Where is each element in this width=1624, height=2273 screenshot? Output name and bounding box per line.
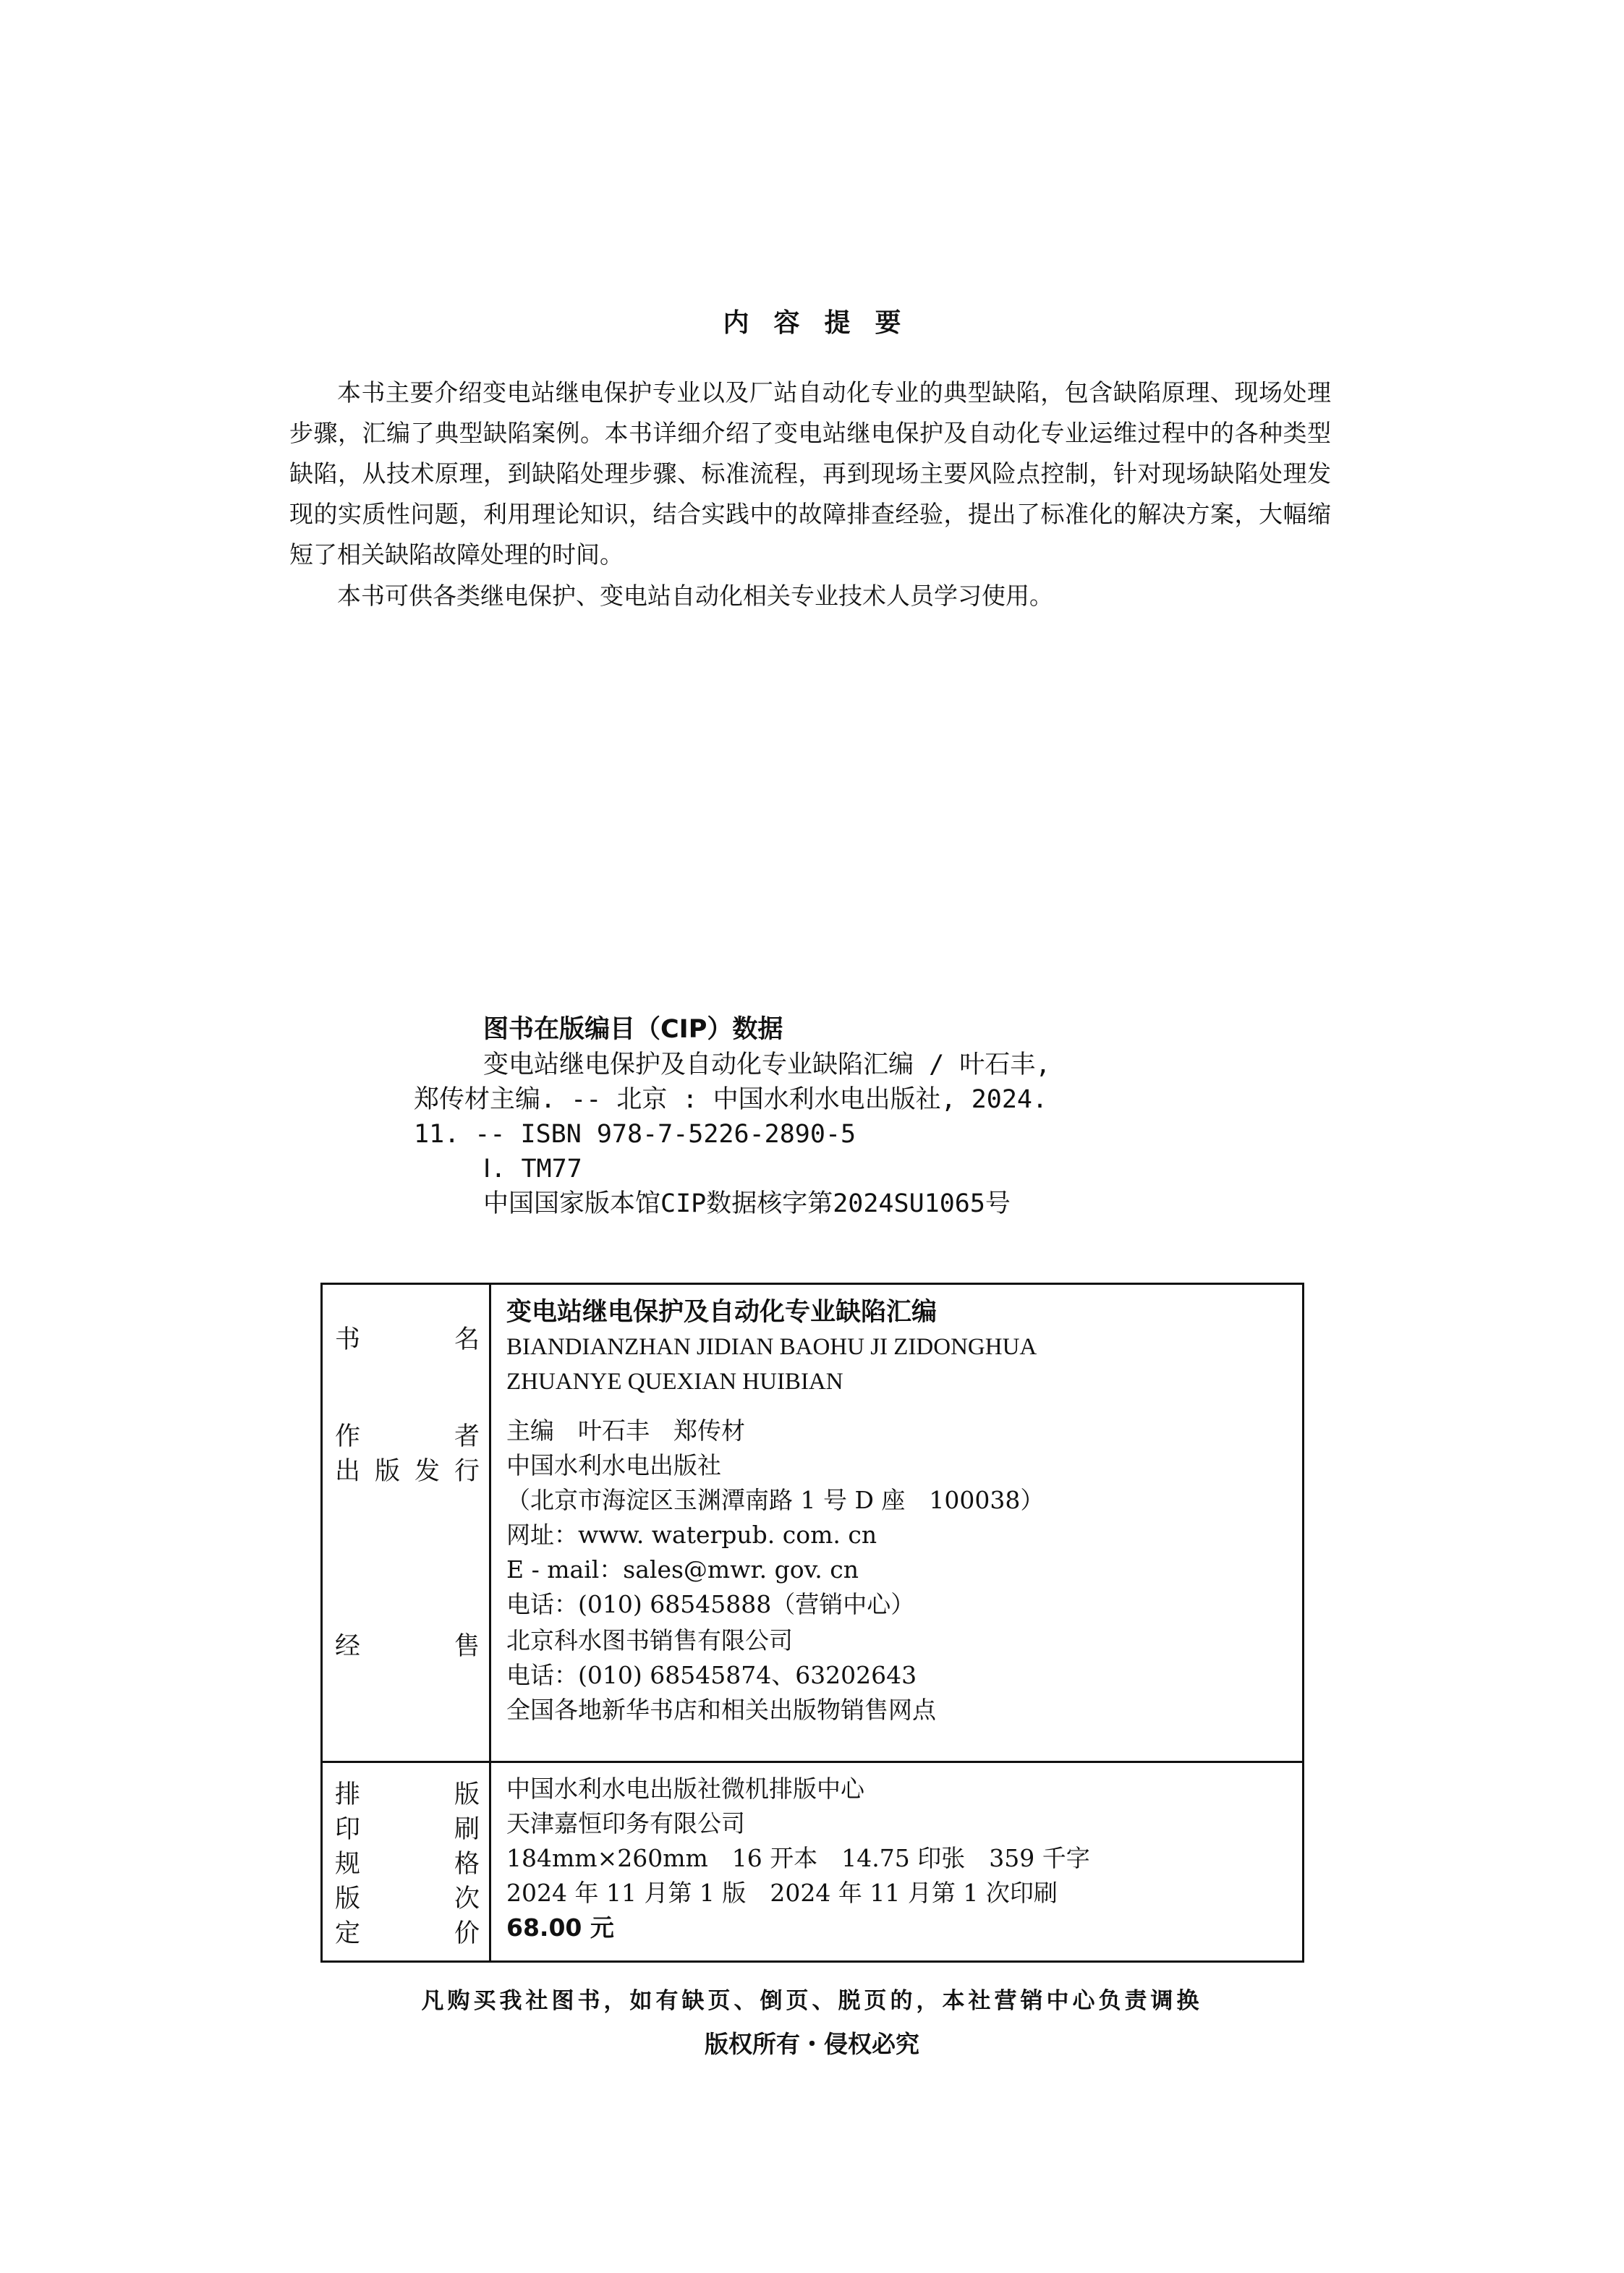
publisher-email: E - mail：sales@mwr. gov. cn (506, 1555, 859, 1584)
distributor-network: 全国各地新华书店和相关出版物销售网点 (506, 1696, 936, 1724)
publisher-address: （北京市海淀区玉渊潭南路 1 号 D 座 100038） (506, 1486, 1045, 1514)
summary-paragraph-2: 本书可供各类继电保护、变电站自动化相关专业技术人员学习使用。 (337, 582, 1053, 610)
summary-paragraph-1: 本书主要介绍变电站继电保护专业以及厂站自动化专业的典型缺陷，包含缺陷原理、现场处理步骤，汇编了典型缺陷案例。本书详细介绍了变电站继电保护及自动化专业运维过程中的各种类型缺陷，从技术原理，到缺陷处理步骤、标准流程，再到现场主要风险点控制，针对现场缺陷处理发现的实质性问题，利用理论知识，结合实践中的故障排查经验，提出了标准化的解决方案，大幅缩短了相关缺陷故障处理的时间。 (289, 378, 1331, 569)
label-typesetting: 排 版 (335, 1780, 480, 1809)
cip-line-5: 中国国家版本馆CIP数据核字第2024SU1065号 (483, 1189, 1011, 1218)
footer-copyright: 版权所有・侵权必究 (705, 2030, 919, 2058)
cip-line-1: 变电站继电保护及自动化专业缺陷汇编 / 叶石丰, (483, 1050, 1051, 1079)
colophon-section-divider (320, 1761, 1304, 1763)
label-book-title: 书 名 (335, 1325, 480, 1354)
label-author: 作 者 (335, 1422, 480, 1451)
label-price: 定 价 (335, 1919, 480, 1948)
price-value: 68.00 元 (506, 1913, 614, 1942)
printing-value: 天津嘉恒印务有限公司 (506, 1809, 745, 1837)
publisher-phone: 电话：(010) 68545888（营销中心） (506, 1590, 915, 1618)
publisher-value: 中国水利水电出版社 (506, 1451, 721, 1479)
label-publisher: 出 版 发 行 (335, 1457, 480, 1486)
book-title-pinyin-1: BIANDIANZHAN JIDIAN BAOHU JI ZIDONGHUA (506, 1334, 1037, 1360)
cip-heading: 图书在版编目（CIP）数据 (483, 1015, 783, 1044)
summary-title: 内容提要 (723, 308, 926, 338)
label-distributor: 经 售 (335, 1632, 480, 1661)
label-spec: 规 格 (335, 1850, 480, 1879)
label-printing: 印 刷 (335, 1815, 480, 1844)
label-edition: 版 次 (335, 1885, 480, 1913)
cip-line-4: Ⅰ. TM77 (483, 1155, 582, 1184)
cip-line-2: 郑传材主编. -- 北京 : 中国水利水电出版社, 2024. (414, 1085, 1048, 1114)
typesetting-value: 中国水利水电出版社微机排版中心 (506, 1775, 864, 1803)
distributor-value: 北京科水图书销售有限公司 (506, 1626, 793, 1654)
publisher-website: 网址：www. waterpub. com. cn (506, 1521, 877, 1549)
book-title-chinese: 变电站继电保护及自动化专业缺陷汇编 (506, 1298, 938, 1327)
distributor-phone: 电话：(010) 68545874、63202643 (506, 1661, 917, 1689)
book-title-pinyin-2: ZHUANYE QUEXIAN HUIBIAN (506, 1369, 843, 1395)
cip-line-3: 11. -- ISBN 978-7-5226-2890-5 (414, 1120, 856, 1149)
edition-value: 2024 年 11 月第 1 版 2024 年 11 月第 1 次印刷 (506, 1879, 1058, 1907)
footer-notice: 凡购买我社图书，如有缺页、倒页、脱页的，本社营销中心负责调换 (421, 1988, 1203, 2014)
author-value: 主编 叶石丰 郑传材 (506, 1416, 745, 1445)
colophon-column-divider (489, 1283, 491, 1963)
spec-value: 184mm×260mm 16 开本 14.75 印张 359 千字 (506, 1844, 1090, 1872)
